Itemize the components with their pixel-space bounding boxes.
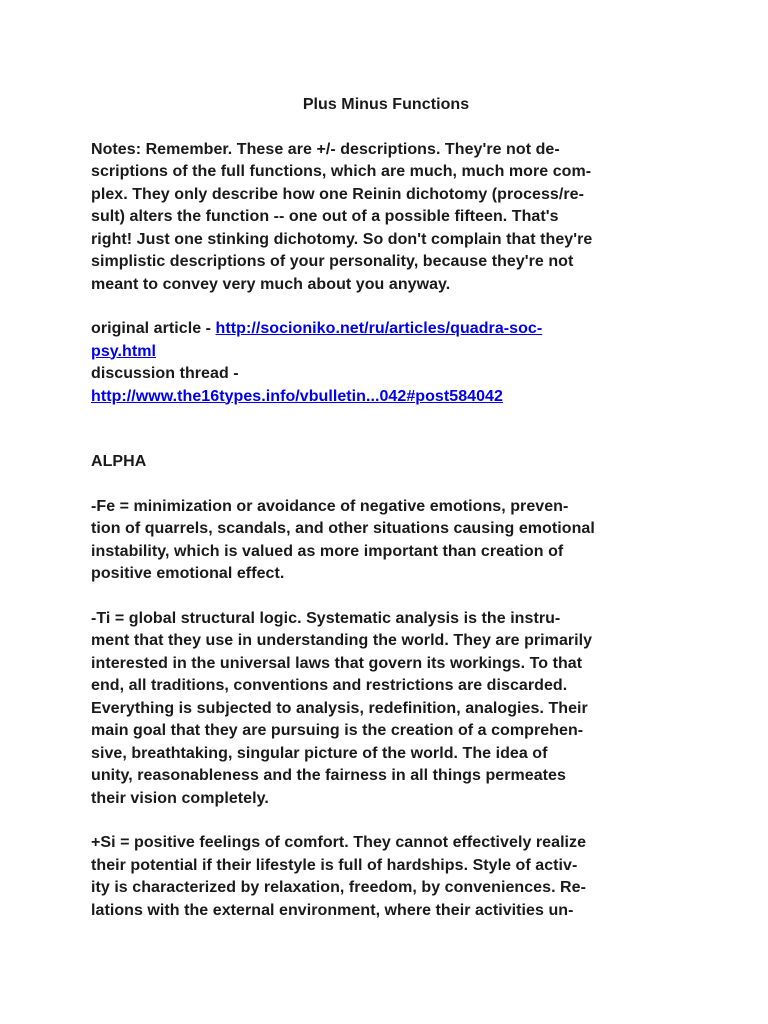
notes-line: simplistic descriptions of your personality, because they're not [91,253,574,270]
original-article-row [91,318,681,341]
original-article-label: original article - [91,320,216,337]
ti-line: their vision completely. [91,789,269,807]
ti-line: main goal that they are pursuing is the creation of a comprehen- [91,722,584,739]
si-line: ity is characterized by relaxation, freedom, by conveniences. Re- [91,879,586,896]
notes-paragraph [91,139,681,297]
document-title: Plus Minus Functions [302,96,470,113]
section-heading-alpha: ALPHA [91,453,147,470]
original-article-link-continued[interactable]: psy.html [91,342,157,360]
discussion-thread-label: discussion thread - [91,365,239,382]
notes-line: right! Just one stinking dichotomy. So don't complain that they're [91,230,593,248]
fe-line: instability, which is valued as more important than creation of [91,542,564,560]
ti-line: Everything is subjected to analysis, redefinition, analogies. Their [91,699,588,717]
fe-paragraph [91,496,681,586]
original-article-link[interactable]: http://socioniko.net/ru/articles/quadra-soc- [215,320,543,337]
notes-line: plex. They only describe how one Reinin dichotomy (process/re- [91,185,584,203]
notes-line: scriptions of the full functions, which are much, much more com- [91,163,592,180]
fe-line: -Fe = minimization or avoidance of negative emotions, preven- [91,497,569,515]
si-line: their potential if their lifestyle is full of hardships. Style of activ- [91,856,578,874]
notes-line: meant to convey very much about you anyway. [91,275,451,293]
ti-line: -Ti = global structural logic. Systematic analysis is the instru- [91,609,561,627]
ti-line: end, all traditions, conventions and restrictions are discarded. [91,677,568,694]
document-body [91,94,681,944]
notes-line: Notes: Remember. These are +/- descriptions. They're not de- [91,140,560,158]
notes-line: sult) alters the function -- one out of a possible fifteen. That's [91,208,559,225]
ti-line: ment that they use in understanding the world. They are primarily [91,632,593,649]
si-paragraph [91,832,681,922]
si-line: lations with the external environment, where their activities un- [91,901,574,919]
ti-line: sive, breathtaking, singular picture of the world. The idea of [91,744,548,762]
original-article-row-continued [91,341,681,364]
ti-paragraph [91,608,681,811]
ti-line: interested in the universal laws that govern its workings. To that [91,654,583,672]
fe-line: positive emotional effect. [91,565,285,582]
ti-line: unity, reasonableness and the fairness in all things permeates [91,767,566,784]
spacer [91,408,681,451]
discussion-thread-link[interactable]: http://www.the16types.info/vbulletin...042#post584042 [91,387,503,405]
si-line: +Si = positive feelings of comfort. They cannot effectively realize [91,834,587,851]
fe-line: tion of quarrels, scandals, and other situations causing emotional [91,520,595,537]
discussion-thread-row [91,386,681,409]
references-block [91,318,681,408]
